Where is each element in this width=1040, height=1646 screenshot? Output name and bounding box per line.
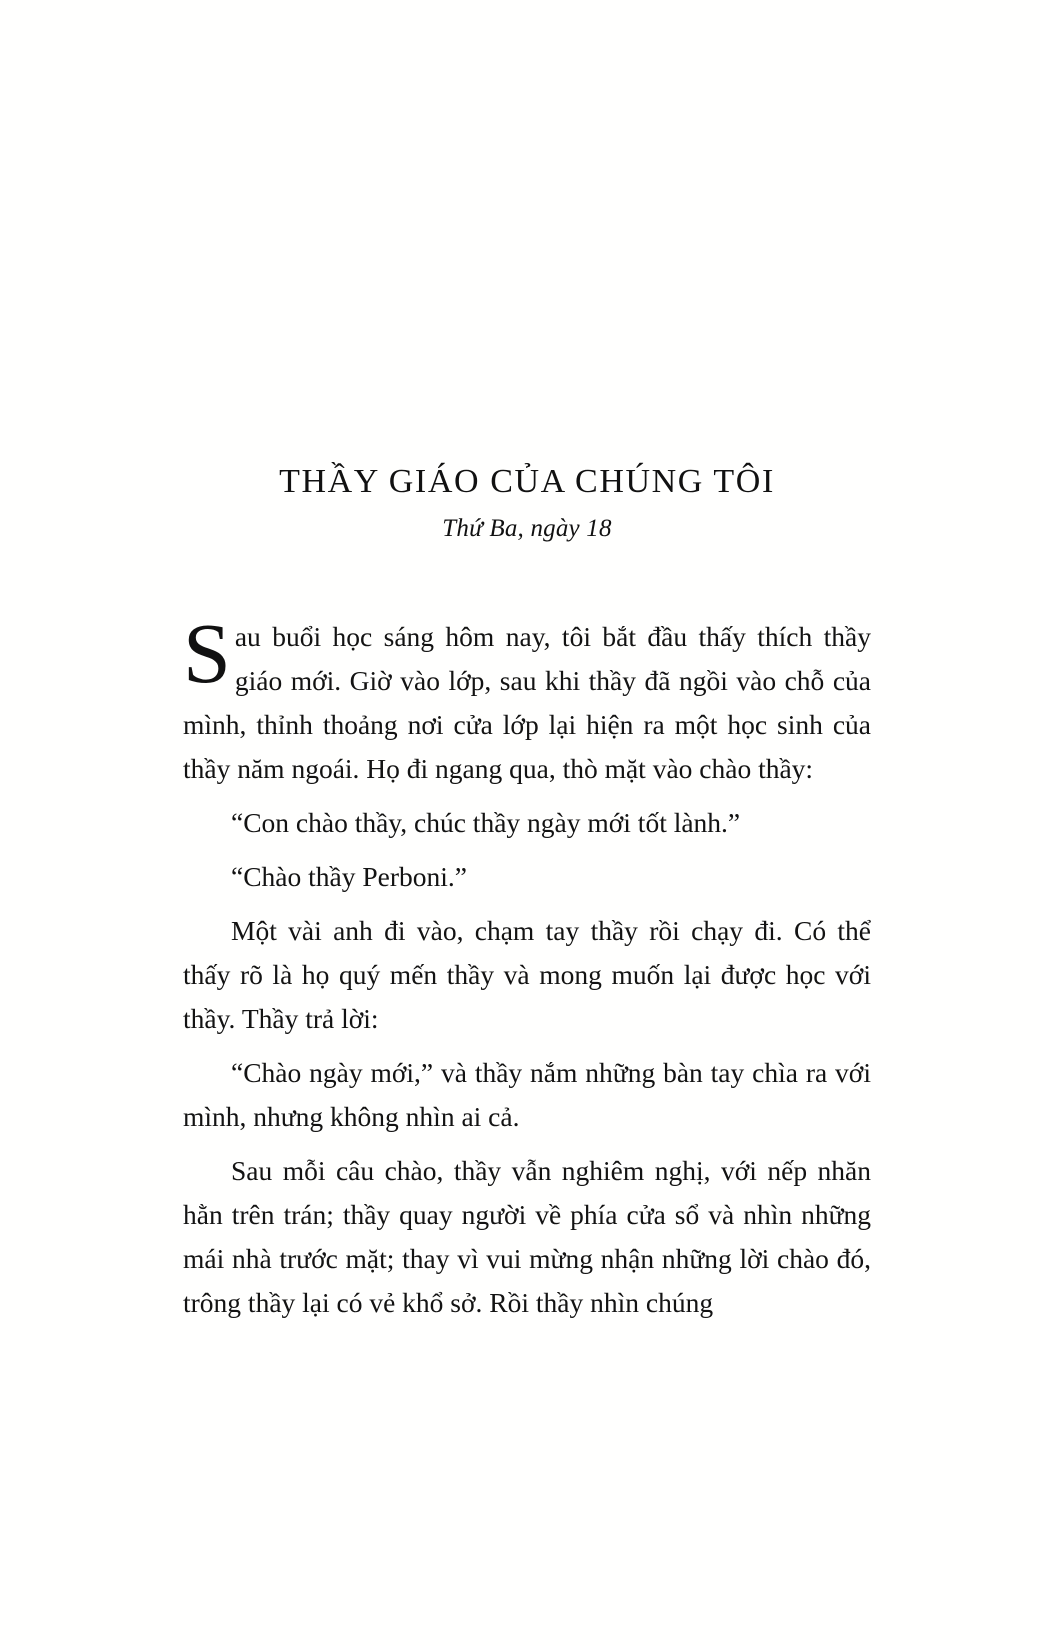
chapter-heading: [183, 462, 871, 543]
paragraph-5-dialogue: “Chào ngày mới,” và thầy nắm những bàn tay chìa ra với mình, nhưng không nhìn ai cả.: [183, 1057, 871, 1133]
paragraph-4: Một vài anh đi vào, chạm tay thầy rồi chạy đi. Có thể thấy rõ là họ quý mến thầy và mong muốn lại được học với thầy. Thầy trả lời:: [183, 915, 871, 1035]
paragraph-3-dialogue: “Chào thầy Perboni.”: [231, 861, 467, 893]
paragraph-6: Sau mỗi câu chào, thầy vẫn nghiêm nghị, với nếp nhăn hằn trên trán; thầy quay người về phía cửa sổ và nhìn những mái nhà trước mặt; thay vì vui mừng nhận những lời chào đó, trông thầy lại có vẻ khổ sở. Rồi thầy nhìn chúng: [183, 1155, 871, 1319]
body-text: [183, 605, 871, 1325]
paragraph-1-text: au buổi học sáng hôm nay, tôi bắt đầu thấy thích thầy giáo mới. Giờ vào lớp, sau khi thầy đã ngồi vào chỗ của mình, thỉnh thoảng nơi cửa lớp lại hiện ra một học sinh của thầy năm ngoái. Họ đi ngang qua, thò mặt vào chào thầy:: [183, 621, 871, 785]
paragraph-2-dialogue: “Con chào thầy, chúc thầy ngày mới tốt lành.”: [231, 807, 741, 839]
paragraph-1: [183, 605, 871, 791]
chapter-date: Thứ Ba, ngày 18: [442, 515, 612, 543]
chapter-title: THẦY GIÁO CỦA CHÚNG TÔI: [279, 463, 775, 500]
drop-cap: S: [183, 605, 231, 702]
page-text-column: [183, 0, 871, 1325]
